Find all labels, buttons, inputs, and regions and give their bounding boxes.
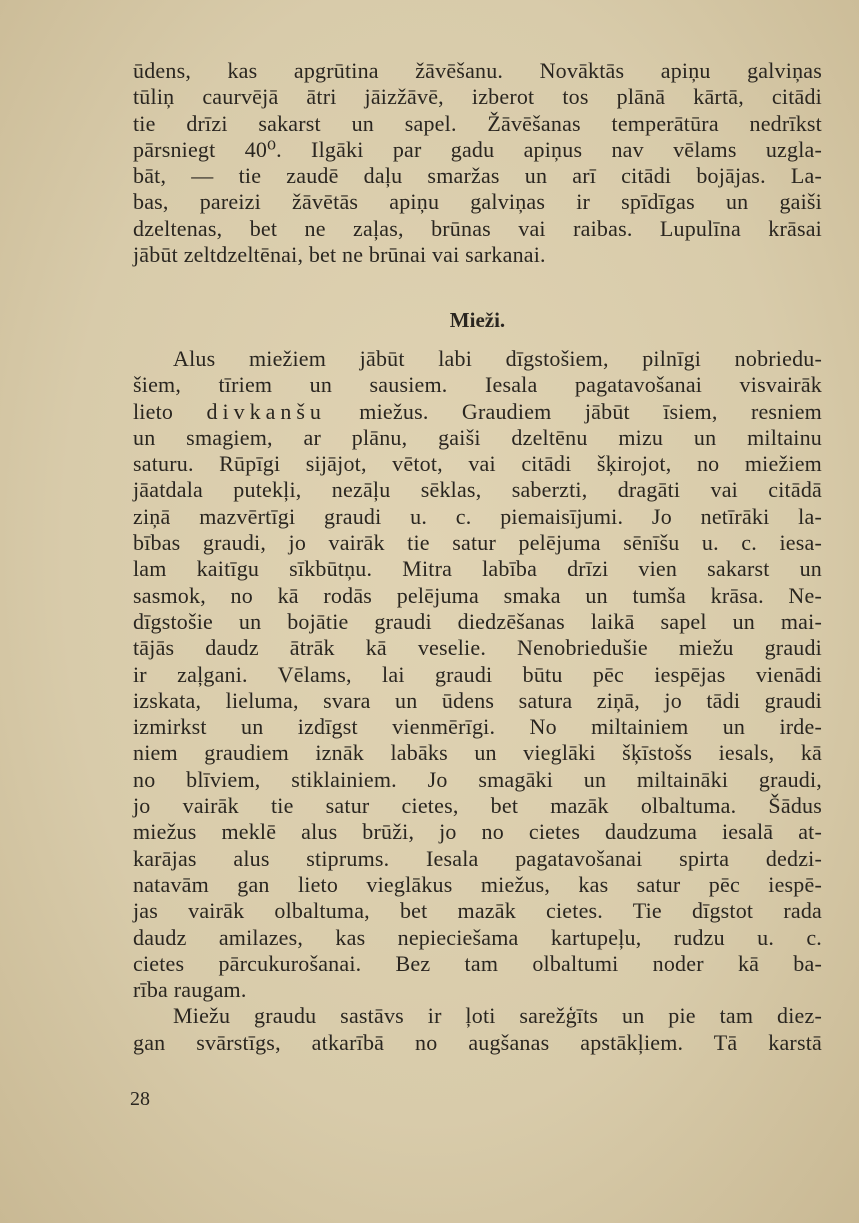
text-span: lieto bbox=[133, 398, 207, 424]
section-heading: Mieži. bbox=[449, 308, 506, 332]
text-line: bības graudi, jo vairāk tie satur pelējuma sēnīšu u. c. iesa- bbox=[133, 530, 822, 556]
text-line: jāatdala putekļi, nezāļu sēklas, saberzti, dragāti vai citādā bbox=[133, 477, 822, 503]
text-line: Miežu graudu sastāvs ir ļoti sarežģīts un pie tam diez- bbox=[173, 1003, 822, 1029]
text-line: izskata, lieluma, svara un ūdens satura ziņā, jo tādi graudi bbox=[133, 687, 822, 713]
text-line: Alus miežiem jābūt labi dīgstošiem, pilnīgi nobriedu- bbox=[173, 346, 822, 371]
text-line: karājas alus stiprums. Iesala pagatavošanai spirta dedzi- bbox=[133, 845, 822, 871]
text-line: gan svārstīgs, atkarībā no augšanas apstākļiem. Tā karstā bbox=[133, 1029, 822, 1055]
text-line: saturu. Rūpīgi sijājot, vētot, vai citādi šķirojot, no miežiem bbox=[133, 451, 822, 477]
text-line: jo vairāk tie satur cietes, bet mazāk olbaltuma. Šādus bbox=[133, 793, 822, 819]
text-line: ūdens, kas apgrūtina žāvēšanu. Novāktās apiņu galviņas bbox=[133, 58, 822, 83]
text-line bbox=[133, 399, 822, 425]
text-line: pārsniegt 40⁰. Ilgāki par gadu apiņus nav vēlams uzgla- bbox=[133, 136, 822, 162]
text-line: tājās daudz ātrāk kā veselie. Nenobriedušie miežu graudi bbox=[133, 635, 822, 661]
text-span: miežus. Graudiem jābūt īsiem, resniem bbox=[325, 398, 822, 424]
text-line: bas, pareizi žāvētās apiņu galviņas ir spīdīgas un gaiši bbox=[133, 189, 822, 215]
text-line: sasmok, no kā rodās pelējuma smaka un tumša krāsa. Ne- bbox=[133, 582, 822, 608]
text-line: jas vairāk olbaltuma, bet mazāk cietes. Tie dīgstot rada bbox=[133, 898, 822, 924]
text-line: ziņā mazvērtīgi graudi u. c. piemaisījumi. Jo netīrāki la- bbox=[133, 503, 822, 529]
text-line: tūliņ caurvējā ātri jāizžāvē, izberot tos plānā kārtā, citādi bbox=[133, 84, 822, 110]
text-line: miežus meklē alus brūži, jo no cietes daudzuma iesalā at- bbox=[133, 819, 822, 845]
text-line: niem graudiem iznāk labāks un vieglāki šķīstošs iesals, kā bbox=[133, 740, 822, 766]
text-line: daudz amilazes, kas nepieciešama kartupeļu, rudzu u. c. bbox=[133, 924, 822, 950]
text-line: rība raugam. bbox=[133, 977, 247, 1003]
page-number: 28 bbox=[130, 1088, 150, 1110]
text-line: izmirkst un izdīgst vienmērīgi. No miltainiem un irde- bbox=[133, 714, 822, 740]
text-line: natavām gan lieto vieglākus miežus, kas satur pēc iespē- bbox=[133, 871, 822, 897]
text-line: un smagiem, ar plānu, gaiši dzeltēnu mizu un miltainu bbox=[133, 424, 822, 450]
text-line: ir zaļgani. Vēlams, lai graudi būtu pēc iespējas vienādi bbox=[133, 661, 822, 687]
text-line: cietes pārcukurošanai. Bez tam olbaltumi noder kā ba- bbox=[133, 950, 822, 976]
text-line: dīgstošie un bojātie graudi diedzēšanas laikā sapel un mai- bbox=[133, 608, 822, 634]
text-line: no blīviem, stiklainiem. Jo smagāki un miltaināki graudi, bbox=[133, 766, 822, 792]
text-line: dzeltenas, bet ne zaļas, brūnas vai raibas. Lupulīna krāsai bbox=[133, 215, 822, 241]
text-line: jābūt zeltdzeltēnai, bet ne brūnai vai sarkanai. bbox=[133, 242, 546, 268]
text-line: bāt, — tie zaudē daļu smaržas un arī citādi bojājas. La- bbox=[133, 163, 822, 189]
paragraph-hops-drying bbox=[133, 58, 822, 268]
text-line: lam kaitīgu sīkbūtņu. Mitra labība drīzi vien sakarst un bbox=[133, 556, 822, 582]
text-line: šiem, tīriem un sausiem. Iesala pagatavošanai visvairāk bbox=[133, 372, 822, 398]
text-line: tie drīzi sakarst un sapel. Žāvēšanas temperātūra nedrīkst bbox=[133, 110, 822, 136]
paragraph-barley bbox=[133, 346, 822, 1056]
emphasized-term: divkanšu bbox=[206, 398, 326, 424]
